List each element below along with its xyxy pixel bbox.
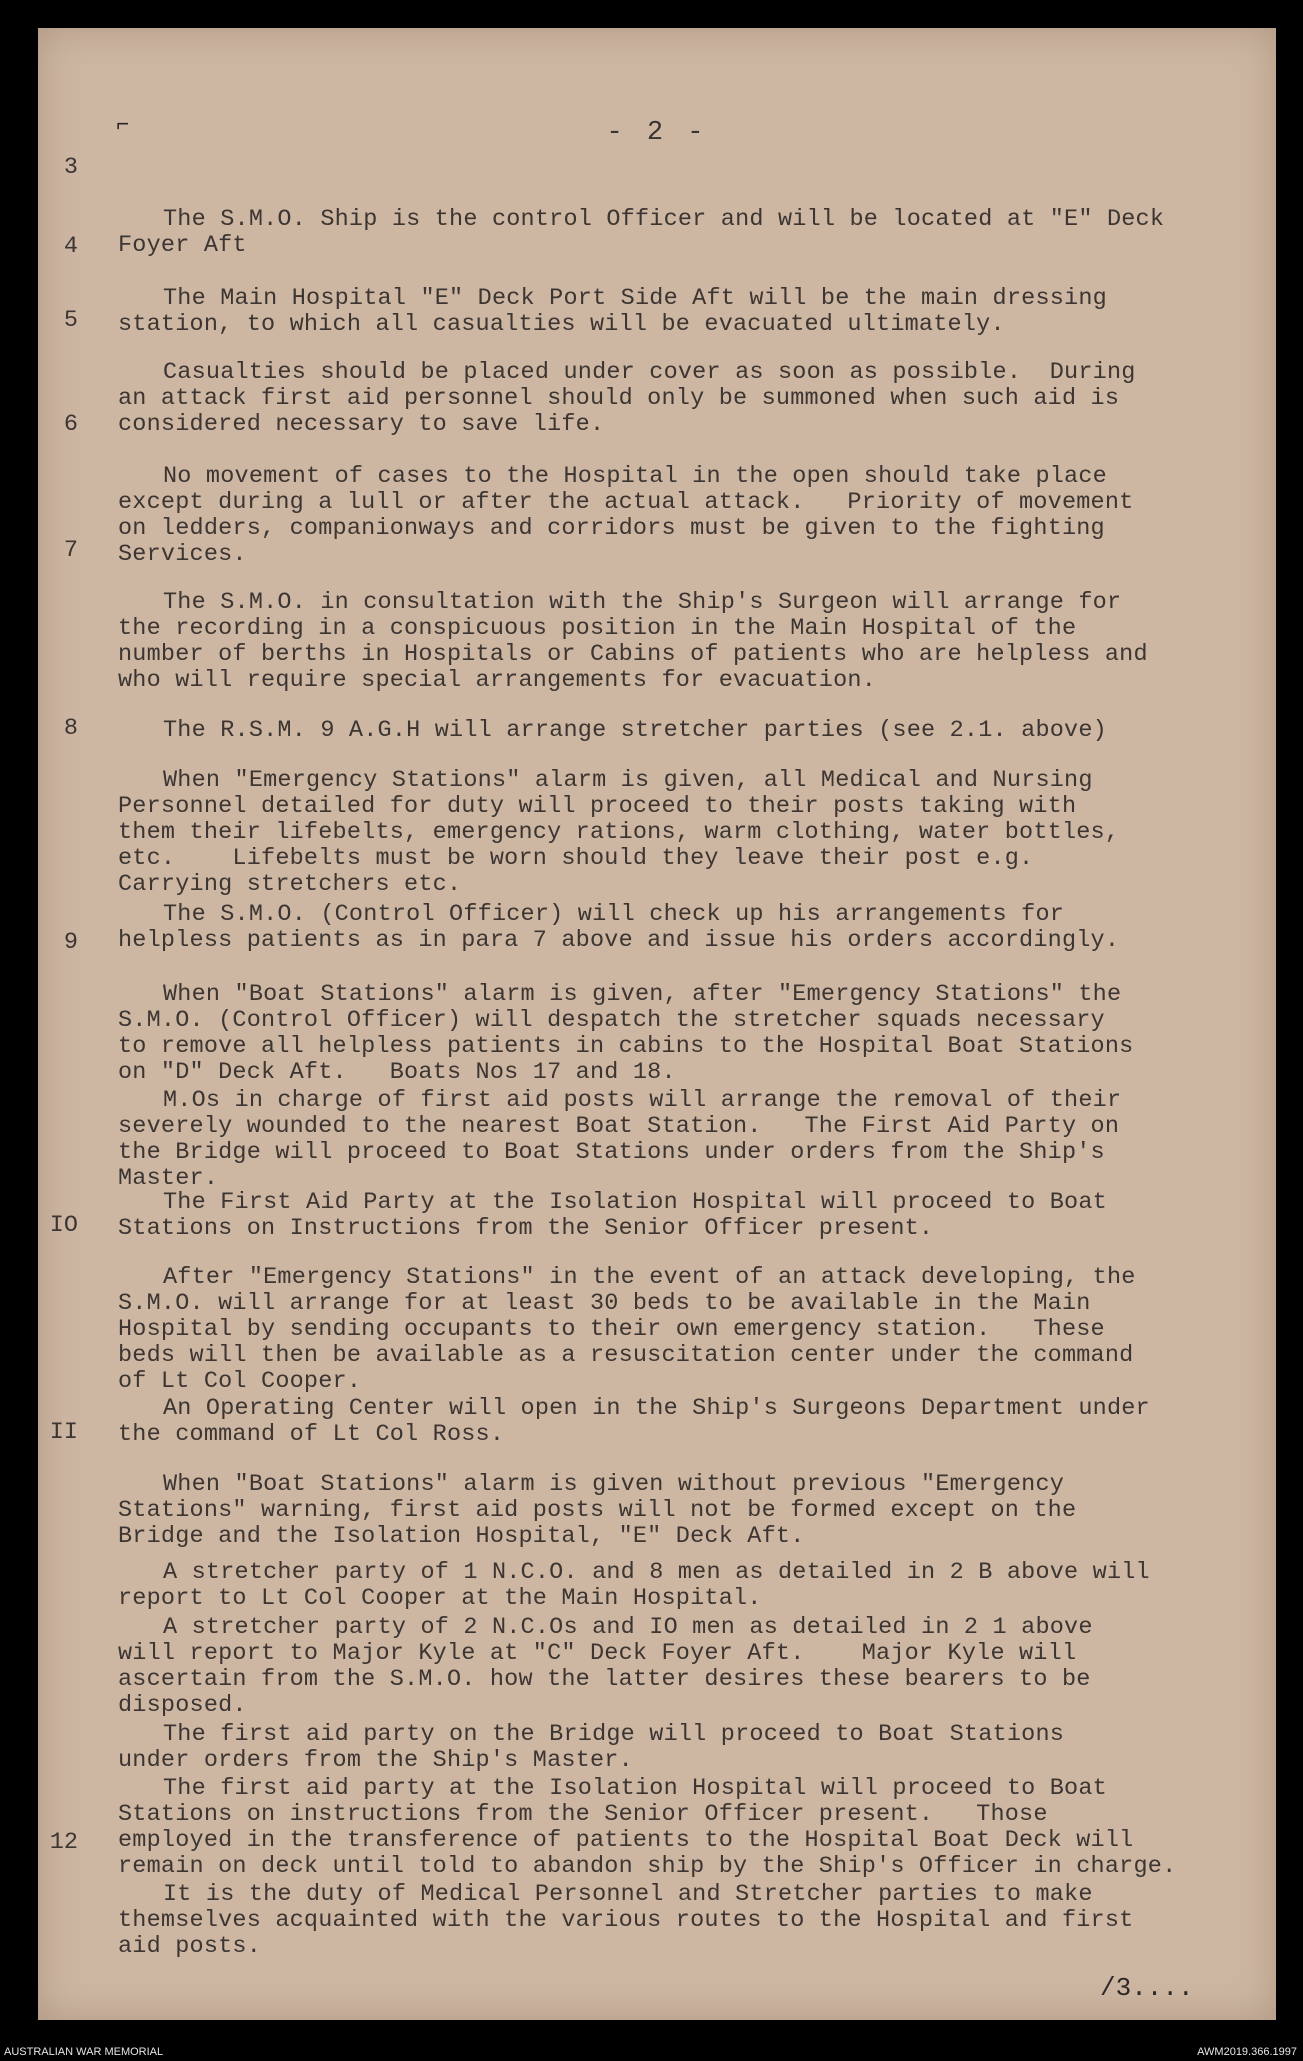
text-line: When "Boat Stations" alarm is given, after "Emergency Stations" the xyxy=(163,981,1122,1008)
text-line: ascertain from the S.M.O. how the latter desires these bearers to be xyxy=(118,1666,1091,1693)
text-line: No movement of cases to the Hospital in the open should take place xyxy=(163,463,1107,490)
text-line: The R.S.M. 9 A.G.H will arrange stretcher parties (see 2.1. above) xyxy=(163,717,1107,744)
text-line: M.Os in charge of first aid posts will arrange the removal of their xyxy=(163,1087,1122,1114)
text-line: Bridge and the Isolation Hospital, "E" Deck Aft. xyxy=(118,1523,805,1550)
paragraph-number: 6 xyxy=(63,411,78,438)
text-line: report to Lt Col Cooper at the Main Hospital. xyxy=(118,1585,762,1612)
text-line: Hospital by sending occupants to their own emergency station. These xyxy=(118,1316,1105,1343)
text-line: A stretcher party of 2 N.C.Os and IO men as detailed in 2 1 above xyxy=(163,1614,1093,1641)
text-line: who will require special arrangements for evacuation. xyxy=(118,667,877,694)
text-line: to remove all helpless patients in cabins to the Hospital Boat Stations xyxy=(118,1033,1134,1060)
text-line: employed in the transference of patients to the Hospital Boat Deck will xyxy=(118,1827,1134,1854)
text-line: beds will then be available as a resuscitation center under the command xyxy=(118,1342,1134,1369)
text-line: S.M.O. will arrange for at least 30 beds to be available in the Main xyxy=(118,1290,1091,1317)
text-line: the command of Lt Col Ross. xyxy=(118,1421,505,1448)
text-line: Master. xyxy=(118,1165,219,1192)
text-line: severely wounded to the nearest Boat Station. The First Aid Party on xyxy=(118,1113,1120,1140)
text-line: S.M.O. (Control Officer) will despatch the stretcher squads necessary xyxy=(118,1007,1105,1034)
text-line: When "Emergency Stations" alarm is given, all Medical and Nursing xyxy=(163,767,1093,794)
text-line: An Operating Center will open in the Ship's Surgeons Department under xyxy=(163,1395,1150,1422)
text-line: The S.M.O. Ship is the control Officer and will be located at "E" Deck xyxy=(163,206,1165,233)
text-line: It is the duty of Medical Personnel and Stretcher parties to make xyxy=(163,1881,1093,1908)
text-line: When "Boat Stations" alarm is given without previous "Emergency xyxy=(163,1471,1065,1498)
paragraph xyxy=(118,1827,1268,2012)
text-line: etc. Lifebelts must be worn should they leave their post e.g. xyxy=(118,845,1034,872)
continuation-marker: /3.... xyxy=(1100,1973,1194,2003)
paragraph-number: IO xyxy=(49,1212,78,1239)
text-line: Carrying stretchers etc. xyxy=(118,871,462,898)
text-line: of Lt Col Cooper. xyxy=(118,1368,362,1395)
text-line: considered necessary to save life. xyxy=(118,411,605,438)
paragraph-number: 9 xyxy=(63,929,78,956)
footer-accession-number: AWM2019.366.1997 xyxy=(1197,2046,1297,2058)
text-line: Services. xyxy=(118,541,247,568)
text-line: The S.M.O. in consultation with the Ship's Surgeon will arrange for xyxy=(163,589,1122,616)
footer-institution: AUSTRALIAN WAR MEMORIAL xyxy=(4,2046,164,2058)
text-line: disposed. xyxy=(118,1692,247,1719)
paragraph-number: 8 xyxy=(63,715,78,742)
text-line: them their lifebelts, emergency rations, warm clothing, water bottles, xyxy=(118,819,1120,846)
text-line: helpless patients as in para 7 above and issue his orders accordingly. xyxy=(118,927,1120,954)
text-line: A stretcher party of 1 N.C.O. and 8 men as detailed in 2 B above will xyxy=(163,1559,1150,1586)
text-line: Foyer Aft xyxy=(118,232,247,259)
text-line: After "Emergency Stations" in the event of an attack developing, the xyxy=(163,1264,1136,1291)
text-line: number of berths in Hospitals or Cabins of patients who are helpless and xyxy=(118,641,1148,668)
text-line: remain on deck until told to abandon ship by the Ship's Officer in charge. xyxy=(118,1853,1177,1880)
text-line: station, to which all casualties will be evacuated ultimately. xyxy=(118,311,1005,338)
text-line: except during a lull or after the actual attack. Priority of movement xyxy=(118,489,1134,516)
text-line: themselves acquainted with the various routes to the Hospital and first xyxy=(118,1907,1134,1934)
text-line: under orders from the Ship's Master. xyxy=(118,1747,633,1774)
paragraph-number: 12 xyxy=(49,1829,78,1856)
text-line: The S.M.O. (Control Officer) will check up his arrangements for xyxy=(163,901,1065,928)
text-line: on "D" Deck Aft. Boats Nos 17 and 18. xyxy=(118,1059,676,1086)
paragraph-number: II xyxy=(49,1419,78,1446)
text-line: Stations" warning, first aid posts will not be formed except on the xyxy=(118,1497,1077,1524)
text-line: the recording in a conspicuous position in the Main Hospital of the xyxy=(118,615,1077,642)
text-line: an attack first aid personnel should only be summoned when such aid is xyxy=(118,385,1120,412)
page-number: - 2 - xyxy=(606,118,708,148)
paragraph-number: 7 xyxy=(63,537,78,564)
text-line: Stations on instructions from the Senior Officer present. Those xyxy=(118,1801,1048,1828)
text-line: The first aid party at the Isolation Hospital will proceed to Boat xyxy=(163,1775,1107,1802)
paragraph-number: 5 xyxy=(63,307,78,334)
text-line: on ledders, companionways and corridors must be given to the fighting xyxy=(118,515,1105,542)
text-line: Personnel detailed for duty will proceed to their posts taking with xyxy=(118,793,1077,820)
text-line: aid posts. xyxy=(118,1933,262,1960)
text-line: will report to Major Kyle at "C" Deck Foyer Aft. Major Kyle will xyxy=(118,1640,1077,1667)
paragraph-number: 4 xyxy=(63,233,78,260)
paragraph-text xyxy=(118,1882,1268,1960)
document-page xyxy=(38,28,1276,2020)
footer-bar xyxy=(0,2046,1303,2061)
paragraph-number: 3 xyxy=(63,154,78,181)
text-line: The first aid party on the Bridge will proceed to Boat Stations xyxy=(163,1721,1065,1748)
text-line: Casualties should be placed under cover as soon as possible. During xyxy=(163,359,1136,386)
text-line: the Bridge will proceed to Boat Stations under orders from the Ship's xyxy=(118,1139,1105,1166)
ink-mark: ⌐ xyxy=(116,113,130,138)
text-line: The Main Hospital "E" Deck Port Side Aft will be the main dressing xyxy=(163,285,1107,312)
text-line: Stations on Instructions from the Senior Officer present. xyxy=(118,1215,934,1242)
text-line: The First Aid Party at the Isolation Hospital will proceed to Boat xyxy=(163,1189,1107,1216)
